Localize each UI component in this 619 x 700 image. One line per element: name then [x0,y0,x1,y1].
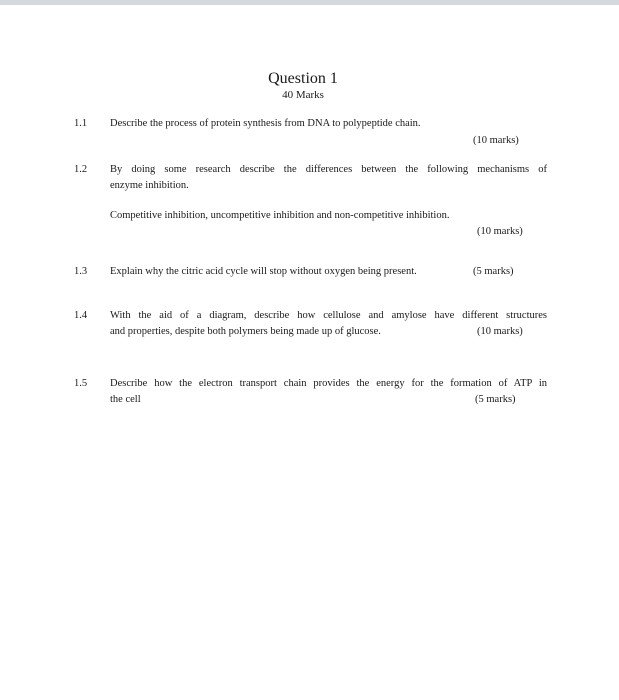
question-number: 1.1 [74,118,88,129]
question-marks: (10 marks) [473,135,519,146]
question-text: By doing some research describe the differences between the following mechanisms of [110,164,547,175]
question-marks: (10 marks) [477,326,523,337]
question-header [0,69,619,102]
question-text: the cell [110,394,141,405]
question-text: Explain why the citric acid cycle will stop without oxygen being present. [110,266,417,277]
question-text: With the aid of a diagram, describe how cellulose and amylose have different structures [110,310,547,321]
question-marks: (10 marks) [477,226,523,237]
question-number: 1.3 [74,266,88,277]
question-text: Describe the process of protein synthesis from DNA to polypeptide chain. [110,118,421,129]
top-border-bar [0,0,619,5]
question-text: enzyme inhibition. [110,180,189,191]
question-text: Competitive inhibition, uncompetitive inhibition and non-competitive inhibition. [110,210,450,221]
question-number: 1.5 [74,378,88,389]
page-title: Question 1 [268,70,338,87]
question-marks: (5 marks) [473,266,514,277]
question-text: Describe how the electron transport chain provides the energy for the formation of ATP in [110,378,547,389]
question-marks: (5 marks) [475,394,516,405]
question-number: 1.4 [74,310,88,321]
total-marks: 40 Marks [282,89,324,101]
question-text: and properties, despite both polymers being made up of glucose. [110,326,381,337]
question-number: 1.2 [74,164,88,175]
